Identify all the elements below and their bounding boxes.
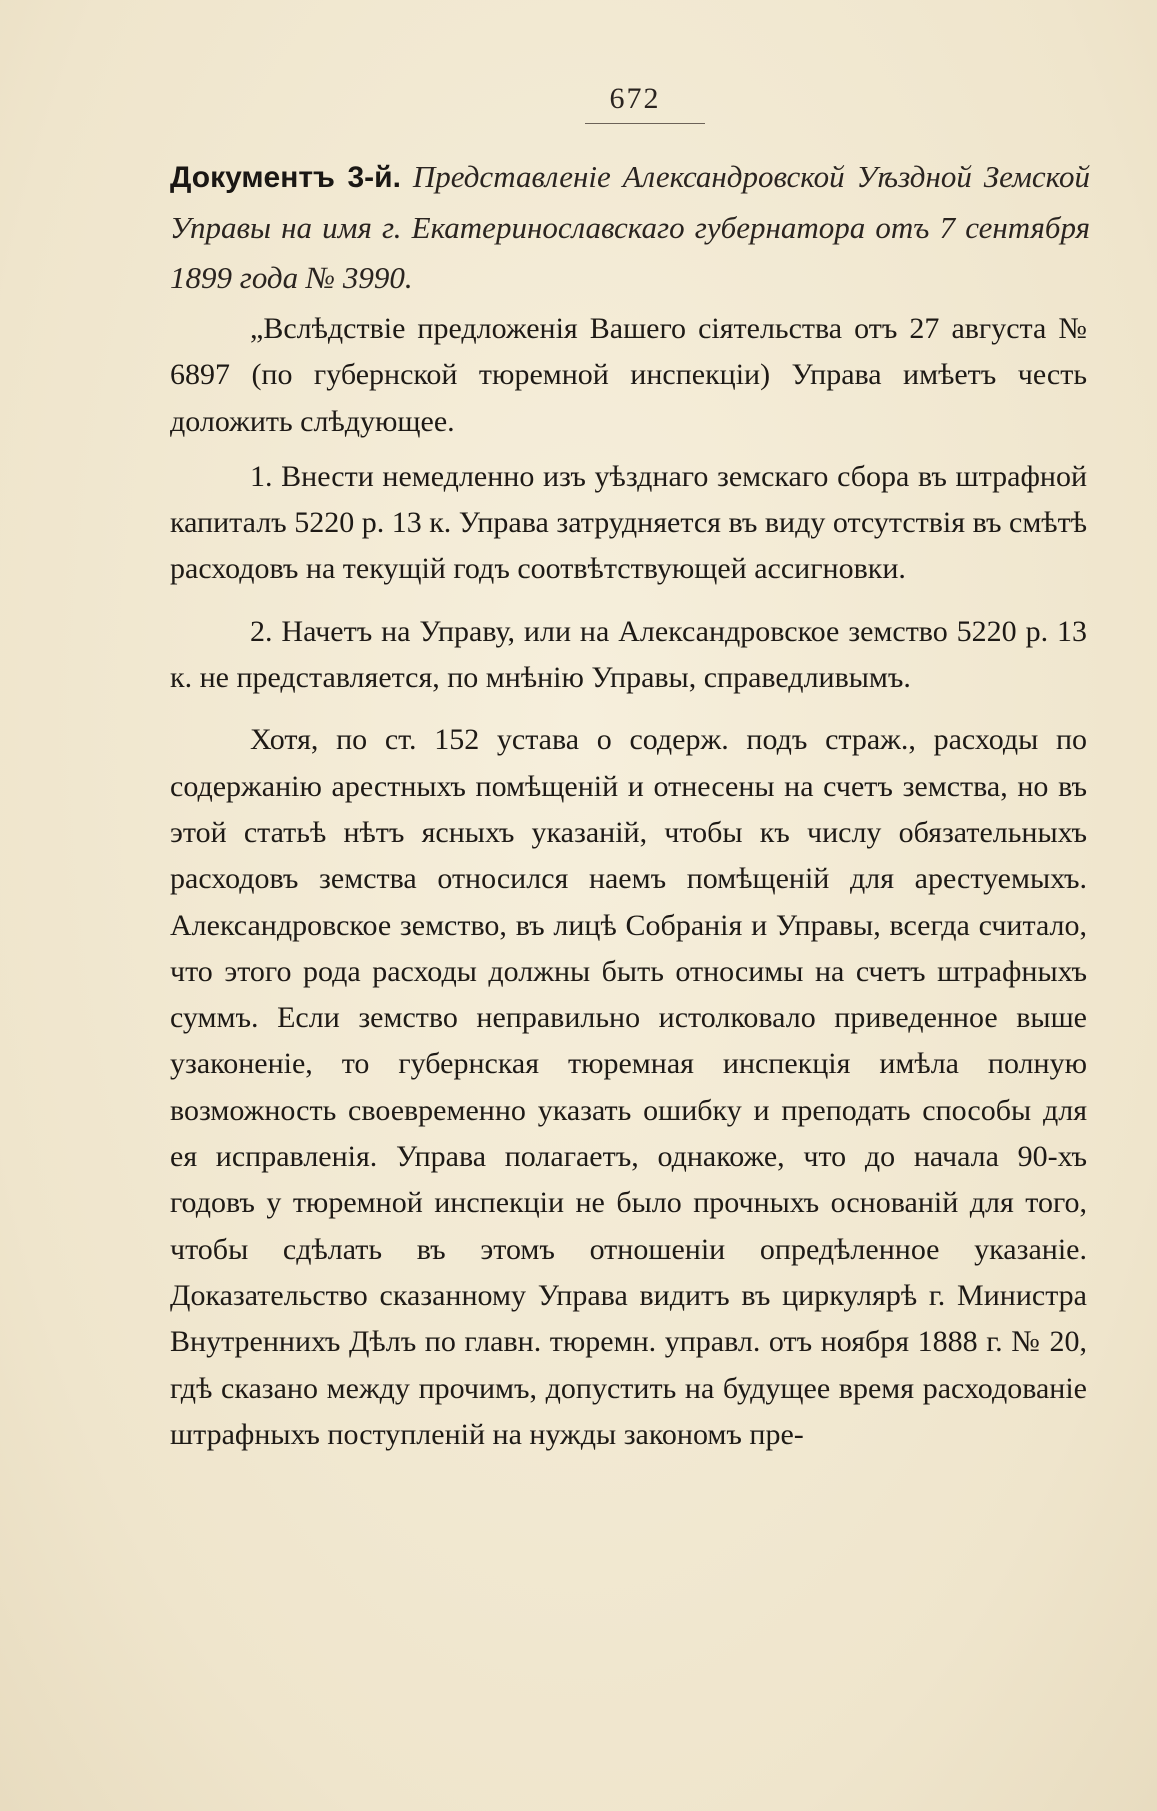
document-title: Представленіе Александровской Уѣздной Земской Управы на имя г. Екатеринославскаго губернатора отъ 7 сентября 1899 года № 3990.: [170, 159, 1090, 295]
paragraph-item-1: 1. Внести немедленно изъ уѣзднаго земскаго сбора въ штрафной капиталъ 5220 р. 13 к. Управа затрудняется въ виду отсутствія въ смѣтѣ расходовъ на текущій годъ соотвѣтствующей ассигновки.: [170, 459, 1087, 586]
paragraph-intro: „Вслѣдствіе предложенія Вашего сіятельства отъ 27 августа № 6897 (по губернской тюремной инспекціи) Управа имѣетъ честь доложить слѣдующее.: [170, 312, 1087, 438]
page-number: 672: [609, 82, 661, 115]
document-heading: [170, 152, 1090, 303]
paragraph-item-2: 2. Начетъ на Управу, или на Александровское земство 5220 р. 13 к. не представляется, по мнѣнію Управы, справедливымъ.: [170, 614, 1087, 695]
page-number-rule: [585, 123, 705, 124]
document-body: [170, 306, 1087, 1458]
document-label: Документъ 3-й.: [170, 161, 401, 194]
paragraph-argument: Хотя, по ст. 152 устава о содерж. подъ страж., расходы по содержанію арестныхъ помѣщеній и отнесены на счетъ земства, но въ этой статьѣ нѣтъ ясныхъ указаній, чтобы къ числу обязательныхъ расходовъ земства относился наемъ помѣщеній для арестуемыхъ. Александровское земство, въ лицѣ Собранія и Управы, всегда считало, что этого рода расходы должны быть относимы на счетъ штрафныхъ суммъ. Если земство неправильно истолковало приведенное выше узаконеніе, то губернская тюремная инспекція имѣла полную возможность своевременно указать ошибку и преподать способы для ея исправленія. Управа полагаетъ, однакоже, что до начала 90-хъ годовъ у тюремной инспекціи не было прочныхъ основаній для того, чтобы сдѣлать въ этомъ отношеніи опредѣленное указаніе. Доказательство сказанному Управа видитъ въ циркулярѣ г. Министра Внутреннихъ Дѣлъ по главн. тюремн. управл. отъ ноября 1888 г. № 20, гдѣ сказано между прочимъ, допустить на будущее время расходованіе штрафныхъ поступленій на нужды закономъ пре-: [170, 723, 1087, 1451]
